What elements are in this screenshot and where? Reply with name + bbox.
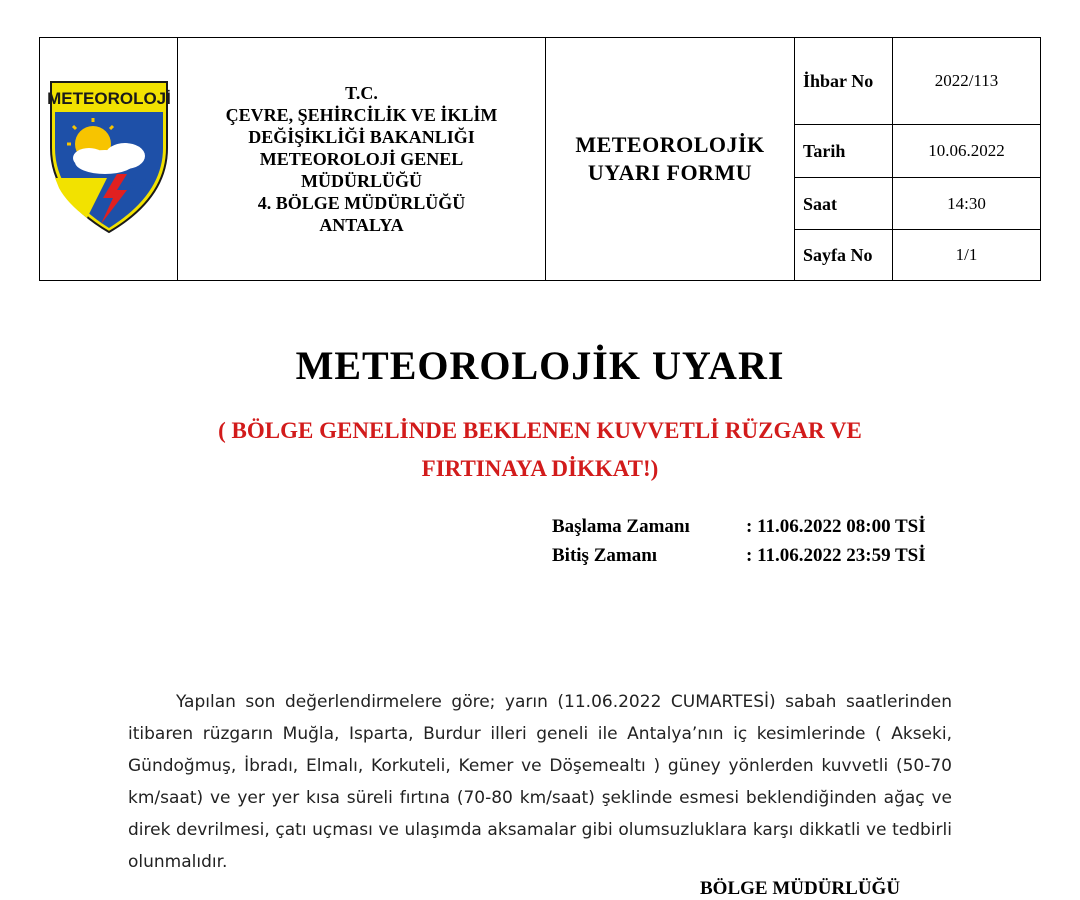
org-line: METEOROLOJİ GENEL	[259, 149, 464, 169]
page-title: METEOROLOJİK UYARI	[295, 343, 785, 388]
field-value-tarih: 10.06.2022	[893, 125, 1041, 178]
org-line: ANTALYA	[319, 215, 404, 235]
start-time-value: : 11.06.2022 08:00 TSİ	[746, 516, 926, 537]
form-title	[546, 38, 795, 281]
time-range	[552, 516, 926, 574]
org-line: ÇEVRE, ŞEHİRCİLİK VE İKLİM	[225, 105, 498, 125]
logo-cell	[40, 38, 178, 281]
field-label-ihbar-no: İhbar No	[795, 38, 893, 125]
org-line: 4. BÖLGE MÜDÜRLÜĞÜ	[257, 193, 466, 213]
warning-subtitle	[140, 412, 940, 488]
form-title-line: METEOROLOJİK	[575, 132, 765, 157]
end-time-row	[552, 545, 926, 574]
warning-subtitle-line: FIRTINAYA DİKKAT!)	[421, 456, 659, 481]
footer-signature-cut: BÖLGE MÜDÜRLÜĞÜ	[700, 878, 901, 899]
warning-body-text: Yapılan son değerlendirmelere göre; yarın (11.06.2022 CUMARTESİ) sabah saatlerinden itibaren rüzgarın Muğla, Isparta, Burdur illeri geneli ile Antalya’nın iç kesimlerinde ( Akseki, Gündoğmuş, İbradı, Elmalı, Korkuteli, Kemer ve Döşemealtı ) güney yönlerden kuvvetli (50-70 km/saat) ve yer yer kısa süreli fırtına (70-80 km/saat) şeklinde esmesi beklendiğinden ağaç ve direk devrilmesi, çatı uçması ve ulaşımda aksamalar gibi olumsuzluklara karşı dikkatli ve tedbirli olunmalıdır.	[128, 692, 952, 872]
field-label-saat: Saat	[795, 178, 893, 230]
org-line: DEĞİŞİKLİĞİ BAKANLIĞI	[248, 127, 475, 147]
header-table	[39, 37, 1041, 281]
meteoroloji-logo-icon	[47, 78, 171, 236]
field-value-saat: 14:30	[893, 178, 1041, 230]
field-value-ihbar-no: 2022/113	[893, 38, 1041, 125]
start-time-row	[552, 516, 926, 545]
svg-text:METEOROLOJİ: METEOROLOJİ	[46, 88, 171, 108]
warning-subtitle-line: ( BÖLGE GENELİNDE BEKLENEN KUVVETLİ RÜZGAR VE	[218, 418, 862, 443]
end-time-label: Bitiş Zamanı	[552, 545, 658, 566]
end-time-value: : 11.06.2022 23:59 TSİ	[746, 545, 926, 566]
field-value-sayfa-no: 1/1	[893, 230, 1041, 281]
field-label-sayfa-no: Sayfa No	[795, 230, 893, 281]
organization-block	[178, 38, 546, 281]
org-line: MÜDÜRLÜĞÜ	[301, 171, 422, 191]
start-time-label: Başlama Zamanı	[552, 516, 690, 537]
field-label-tarih: Tarih	[795, 125, 893, 178]
org-line: T.C.	[345, 83, 378, 103]
form-title-line: UYARI FORMU	[587, 160, 753, 185]
